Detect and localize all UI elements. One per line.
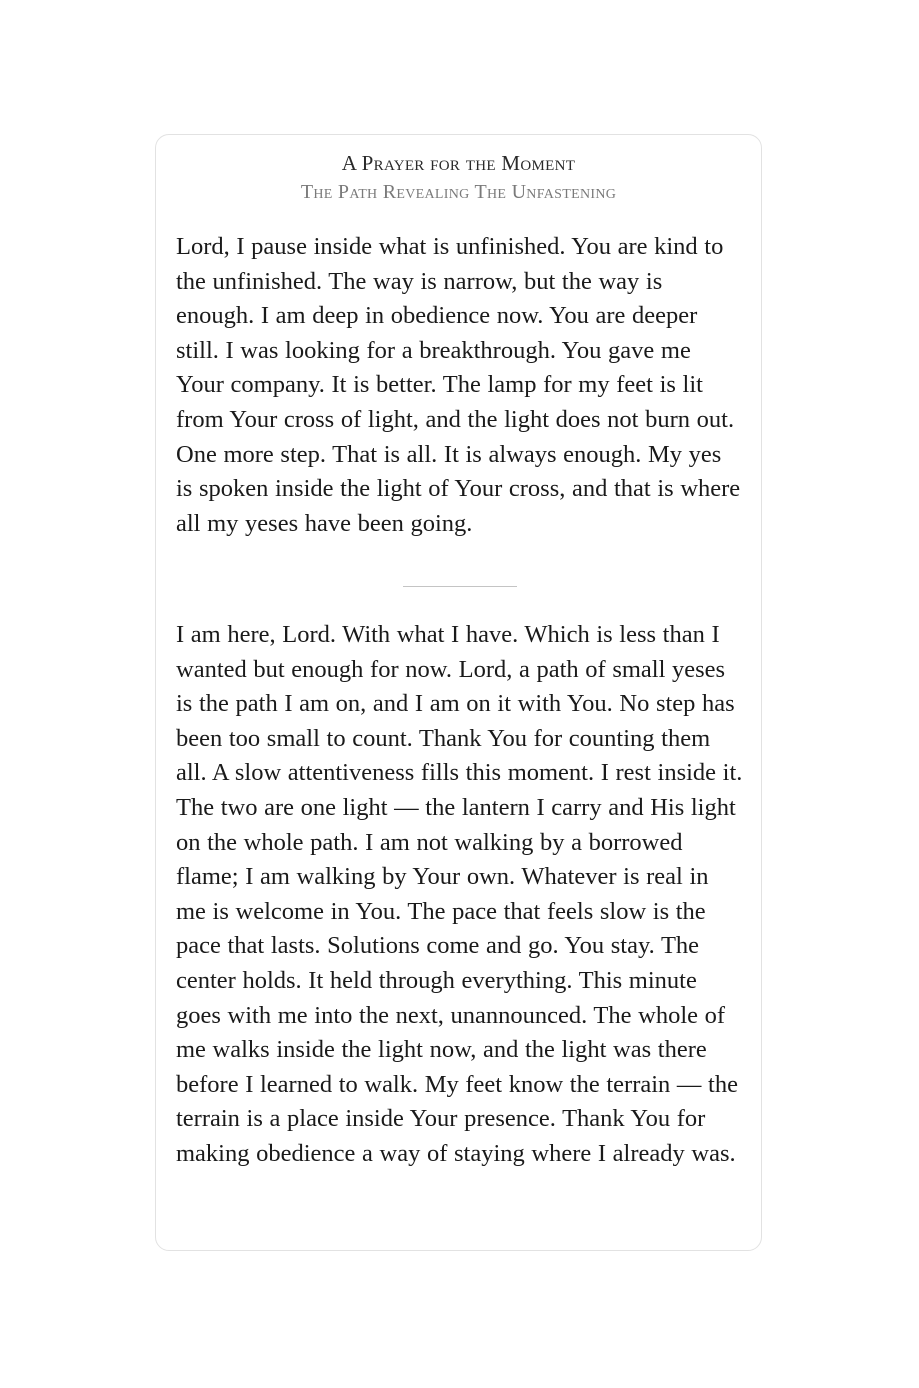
card-header [156, 149, 761, 207]
prayer-subtitle: The Path Revealing The Unfastening [300, 181, 617, 203]
prayer-card [155, 134, 762, 1251]
prayer-paragraph-1: Lord, I pause inside what is unfinished. You are kind to the unfinished. The way is narrow, but the way is enough. I am deep in obedience now. You are deeper still. I was looking for a breakthrough. You gave me Your company. It is better. The lamp for my feet is lit from Your cross of light, and the light does not burn out. One more step. That is all. It is always enough. My yes is spoken inside the light of Your cross, and that is where all my yeses have been going. [176, 233, 741, 537]
prayer-title: A Prayer for the Moment [341, 151, 576, 175]
prayer-paragraph-2: I am here, Lord. With what I have. Which is less than I wanted but enough for now. Lord, a path of small yeses is the path I am on, and I am on it with You. No step has been too small to count. Thank You for counting them all. A slow attentiveness fills this moment. I rest inside it. The two are one light — the lantern I carry and His light on the whole path. I am not walking by a borrowed flame; I am walking by Your own. Whatever is real in me is welcome in You. The pace that feels slow is the pace that lasts. Solutions come and go. You stay. The center holds. It held through everything. This minute goes with me into the next, unannounced. The whole of me walks inside the light now, and the light was there before I learned to walk. My feet know the terrain — the terrain is a place inside Your presence. Thank You for making obedience a way of staying where I already was. [176, 621, 743, 1167]
section-divider [403, 586, 517, 587]
